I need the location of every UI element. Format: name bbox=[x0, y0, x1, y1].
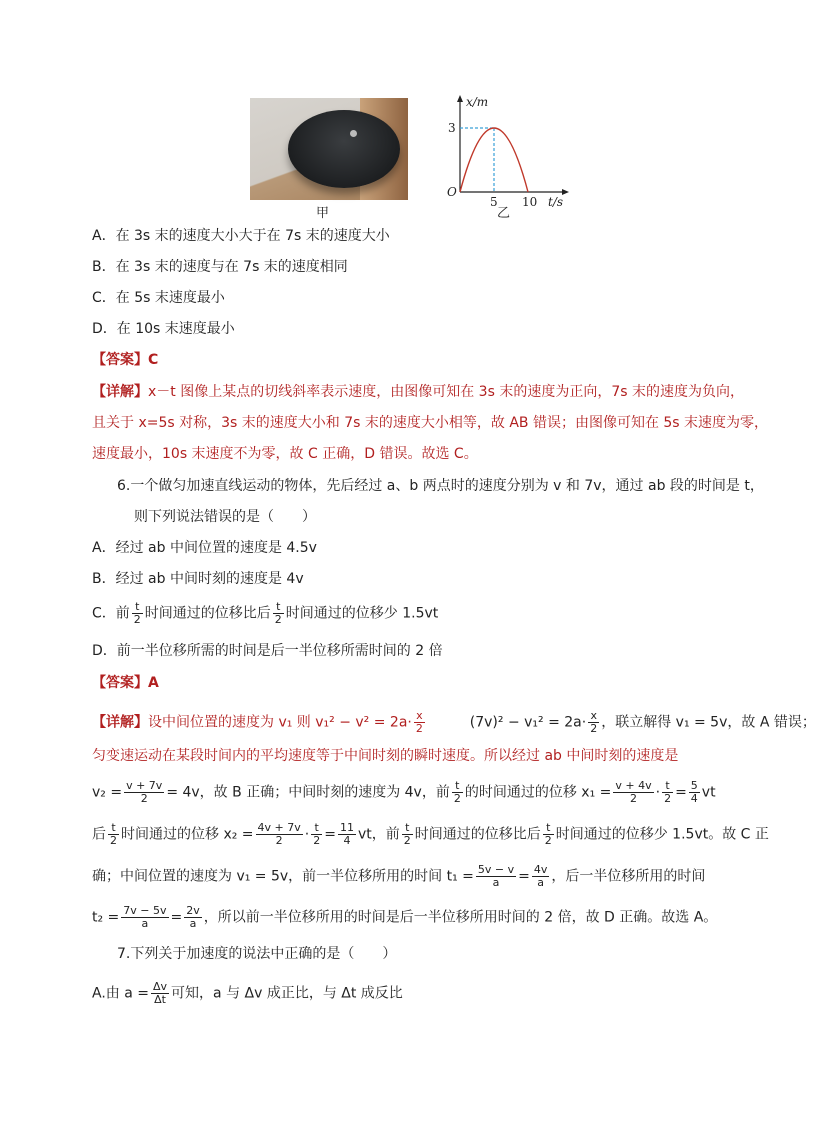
fraction-7v-minus-5v-over-a: $\frac{7v - 5v}{a}$ bbox=[123, 904, 167, 930]
y-axis-arrow bbox=[457, 95, 463, 102]
q5-detail-text-1: x－t 图像上某点的切线斜率表示速度，由图像可知在 3s 末的速度为正向，7s 末的速度为负向， bbox=[148, 384, 744, 400]
q6-option-c-mid: 时间通过的位移比后 bbox=[144, 605, 271, 622]
q6-answer-label: 【答案】 bbox=[92, 675, 148, 691]
q5-option-d: D．在 10s 末速度最小 bbox=[92, 321, 235, 337]
q6-detail-3d: = bbox=[675, 784, 687, 801]
q6-option-c bbox=[92, 601, 438, 626]
q7-option-a-pre: A.由 a = bbox=[92, 985, 149, 1002]
q6-stem-line-2: 则下列说法错误的是（ ） bbox=[134, 509, 316, 525]
q7-option-a bbox=[92, 981, 403, 1006]
q5-answer-label: 【答案】 bbox=[92, 352, 148, 368]
x-axis-arrow bbox=[562, 189, 569, 195]
q6-option-a: A．经过 ab 中间位置的速度是 4.5v bbox=[92, 540, 317, 556]
y-axis-label: x/m bbox=[466, 95, 489, 109]
q5-answer bbox=[92, 350, 158, 370]
q6-detail-1a: 设中间位置的速度为 v₁ 则 v₁² − v² = 2a· bbox=[148, 714, 412, 731]
robot-button-image bbox=[350, 130, 357, 137]
q5-detail-line-1 bbox=[92, 382, 744, 402]
fraction-2v-over-a: $\frac{2v}{a}$ bbox=[186, 904, 200, 930]
q6-detail-1c: ，联立解得 v₁ = 5v，故 A 错误； bbox=[601, 714, 816, 731]
fraction-t-over-2: $\frac{t}{2}$ bbox=[274, 600, 282, 626]
q6-detail-line-6 bbox=[92, 905, 717, 930]
origin-label: O bbox=[447, 185, 457, 199]
robot-vacuum-image bbox=[288, 110, 400, 188]
q6-detail-5c: ，后一半位移所用的时间 bbox=[551, 868, 706, 885]
graph-caption: 乙 bbox=[497, 206, 511, 221]
q6-detail-6b: = bbox=[170, 909, 183, 926]
q6-detail-4f: 时间通过的位移少 1.5vt。故 C 正 bbox=[555, 826, 769, 843]
q6-stem-line-1: 6.一个做匀加速直线运动的物体，先后经过 a、b 两点时的速度分别为 v 和 7v，通过 ab 段的时间是 t， bbox=[117, 478, 764, 494]
q6-detail-4a: 后 bbox=[92, 826, 106, 843]
fraction-4v-over-a: $\frac{4v}{a}$ bbox=[533, 863, 548, 889]
fraction-5v-minus-v-over-a: $\frac{5v - v}{a}$ bbox=[477, 863, 515, 889]
q5-option-c: C．在 5s 末速度最小 bbox=[92, 290, 225, 306]
x-axis-label: t/s bbox=[548, 195, 564, 209]
y-tick-3: 3 bbox=[448, 121, 456, 135]
q6-detail-line-1 bbox=[92, 710, 816, 735]
x-tick-10: 10 bbox=[522, 195, 538, 209]
q6-option-d: D．前一半位移所需的时间是后一半位移所需时间的 2 倍 bbox=[92, 643, 443, 659]
q7-option-a-post: 可知，a 与 Δv 成正比，与 Δt 成反比 bbox=[171, 985, 403, 1002]
fraction-t-over-2: $\frac{t}{2}$ bbox=[313, 821, 321, 847]
q6-detail-3c: 的时间通过的位移 x₁ = bbox=[464, 784, 612, 801]
q6-detail-4e: 时间通过的位移比后 bbox=[414, 826, 541, 843]
photo-caption: 甲 bbox=[316, 206, 330, 221]
q6-detail-6c: ，所以前一半位移所用的时间是后一半位移所用时间的 2 倍，故 D 正确。故选 A。 bbox=[203, 909, 718, 926]
q5-answer-value: C bbox=[148, 352, 159, 368]
q5-detail-line-3: 速度最小，10s 末速度不为零，故 C 正确，D 错误。故选 C。 bbox=[92, 446, 478, 462]
fraction-t-over-2: $\frac{t}{2}$ bbox=[664, 779, 672, 805]
q5-detail-label: 【详解】 bbox=[92, 384, 148, 400]
q6-detail-line-4: 后 $\frac{t}{2}$ 时间通过的位移 x₂ = $\frac{4v + 7v}{2}$ · $\frac{t}{2}$ = $\frac{11}{4}$ vt，前 $\frac{t}{2}$ 时间通过的位移比后 $\frac{t}{2}$ 时间通过的位移少 1.5vt。故 C 正 bbox=[92, 821, 769, 847]
xt-graph bbox=[444, 92, 574, 210]
fraction-5-over-4: $\frac{5}{4}$ bbox=[690, 779, 698, 805]
fraction-t-over-2: $\frac{t}{2}$ bbox=[544, 821, 552, 847]
fraction-x-over-2: $\frac{x}{2}$ bbox=[590, 709, 598, 735]
q5-detail-line-2: 且关于 x=5s 对称，3s 末的速度大小和 7s 末的速度大小相等，故 AB 错误；由图像可知在 5s 末速度为零， bbox=[92, 415, 769, 431]
q6-detail-4d: vt，前 bbox=[357, 826, 400, 843]
q6-detail-label: 【详解】 bbox=[92, 714, 148, 731]
q6-detail-4c: = bbox=[324, 826, 336, 843]
fraction-t-over-2: $\frac{t}{2}$ bbox=[453, 779, 461, 805]
fraction-4v-plus-7v-over-2: $\frac{4v + 7v}{2}$ bbox=[257, 821, 301, 847]
q6-detail-6a: t₂ = bbox=[92, 909, 120, 926]
q6-detail-5b: = bbox=[518, 868, 530, 885]
fraction-t-over-2: $\frac{t}{2}$ bbox=[403, 821, 411, 847]
fraction-t-over-2: $\frac{t}{2}$ bbox=[110, 821, 117, 847]
q6-detail-line-3: v₂ = $\frac{v + 7v}{2}$ = 4v，故 B 正确；中间时刻的速度为 4v，前 $\frac{t}{2}$ 的时间通过的位移 x₁ = $\frac{v + 4v}{2}$ · $\frac{t}{2}$ = $\frac{5}{4}$ vt bbox=[92, 779, 716, 805]
q6-detail-line-5 bbox=[92, 864, 705, 889]
q5-option-b: B．在 3s 末的速度与在 7s 末的速度相同 bbox=[92, 259, 348, 275]
fraction-11-over-4: $\frac{11}{4}$ bbox=[339, 821, 354, 847]
q6-detail-3a: v₂ = bbox=[92, 784, 123, 801]
q6-option-b: B．经过 ab 中间时刻的速度是 4v bbox=[92, 571, 304, 587]
q6-detail-3b: = 4v，故 B 正确；中间时刻的速度为 4v，前 bbox=[166, 784, 450, 801]
q6-detail-5a: 确；中间位置的速度为 v₁ = 5v，前一半位移所用的时间 t₁ = bbox=[92, 868, 474, 885]
x-tick-5: 5 bbox=[490, 195, 498, 209]
fraction-v-plus-4v-over-2: $\frac{v + 4v}{2}$ bbox=[615, 779, 652, 805]
q6-detail-1b: (7v)² − v₁² = 2a· bbox=[469, 714, 587, 731]
q6-option-c-pre: C．前 bbox=[92, 605, 130, 622]
q6-answer bbox=[92, 673, 159, 693]
q5-option-a: A．在 3s 末的速度大小大于在 7s 末的速度大小 bbox=[92, 228, 390, 244]
fraction-t-over-2: $\frac{t}{2}$ bbox=[133, 600, 141, 626]
q6-detail-line-2: 匀变速运动在某段时间内的平均速度等于中间时刻的瞬时速度。所以经过 ab 中间时刻的速度是 bbox=[92, 748, 679, 764]
q6-answer-value: A bbox=[148, 675, 159, 691]
robot-vacuum-photo bbox=[250, 98, 408, 200]
q7-stem: 7.下列关于加速度的说法中正确的是（ ） bbox=[117, 946, 397, 962]
fraction-dv-over-dt: $\frac{\Delta v}{\Delta t}$ bbox=[153, 980, 168, 1006]
q6-detail-4b: 时间通过的位移 x₂ = bbox=[121, 826, 254, 843]
q6-detail-3e: vt bbox=[701, 784, 716, 801]
q6-option-c-post: 时间通过的位移少 1.5vt bbox=[285, 605, 439, 622]
fraction-x-over-2: $\frac{x}{2}$ bbox=[415, 709, 423, 735]
fraction-v-plus-7v-over-2: $\frac{v + 7v}{2}$ bbox=[126, 779, 163, 805]
